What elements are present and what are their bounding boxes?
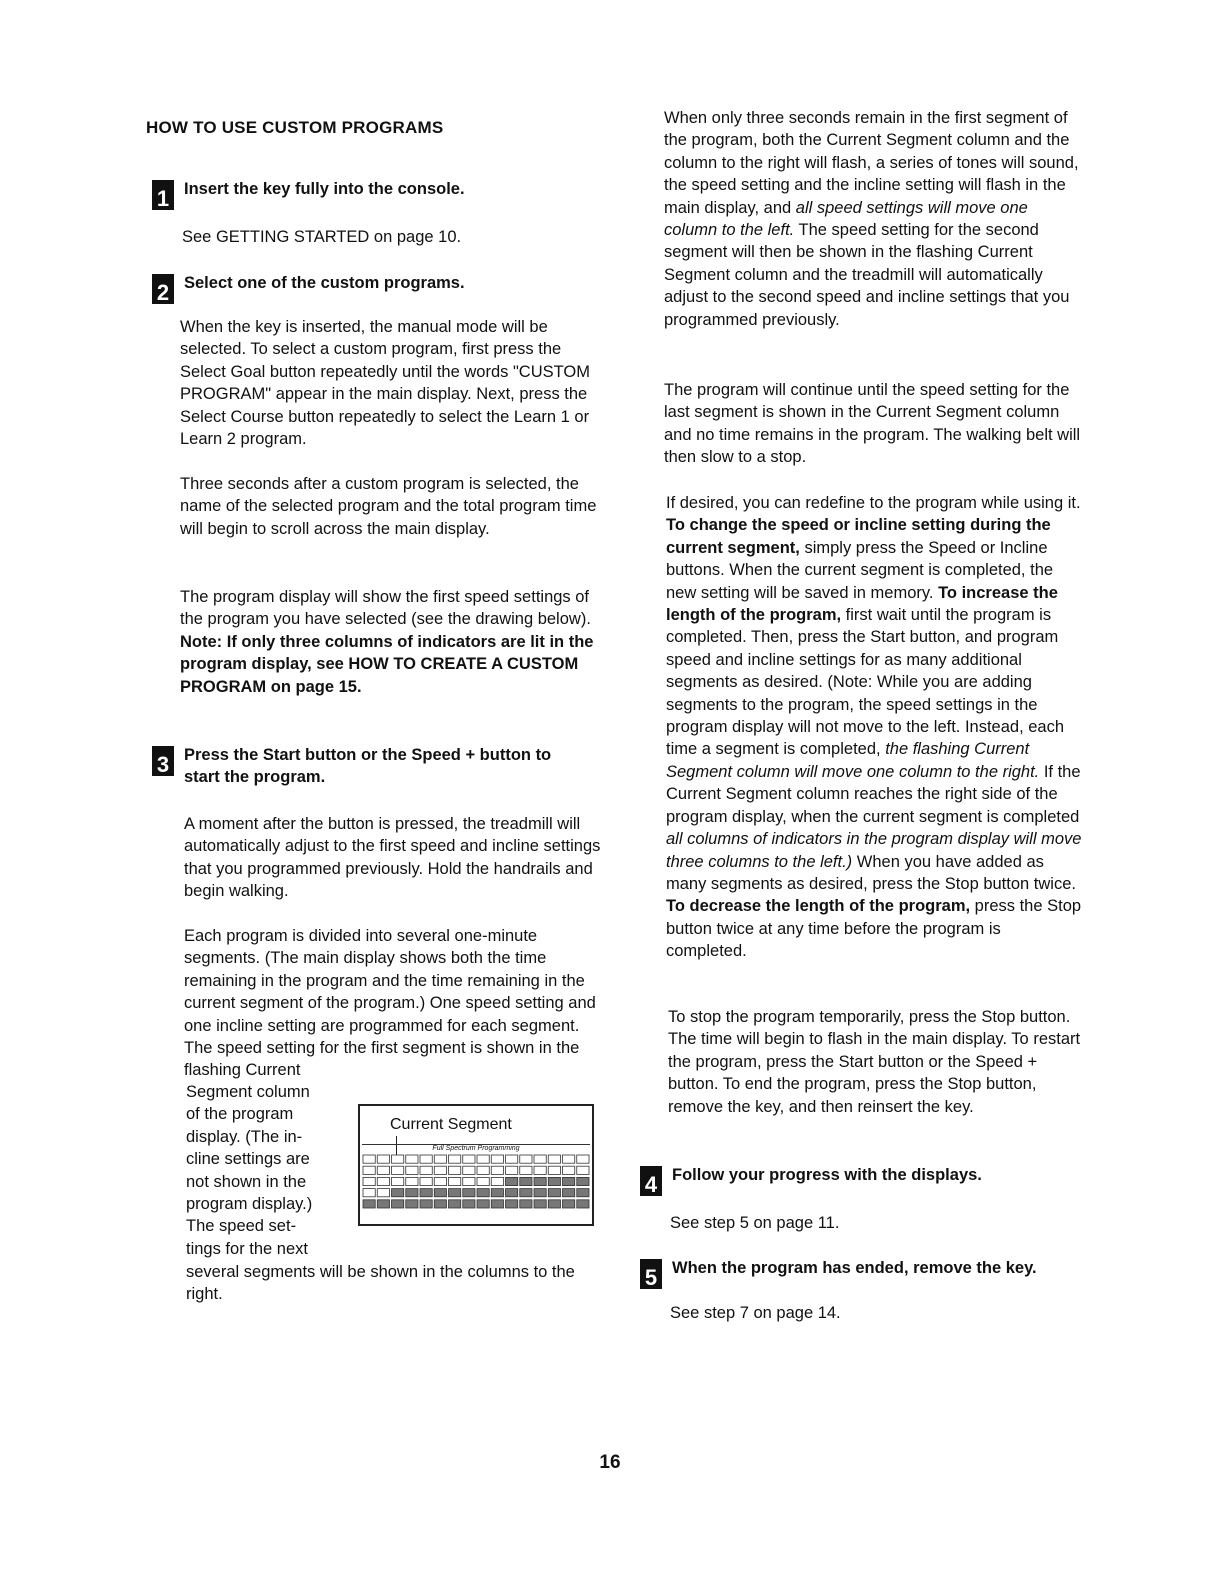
indicator-cell: [548, 1200, 560, 1208]
right-paragraph-2: The program will continue until the speed setting for the last segment is shown in the Current Segment column and no time remains in the program. The walking belt will then slow to a stop.: [664, 381, 1081, 467]
right-paragraph-4: To stop the program temporarily, press the Stop button. The time will begin to flash in the main display. To restart the program, press the Start button or the Speed + button. To end the program, press the Stop button, remove the key, and then reinsert the key.: [668, 1008, 1081, 1116]
indicator-cell: [491, 1166, 503, 1174]
indicator-cell: [491, 1177, 503, 1185]
indicator-cell: [563, 1189, 575, 1197]
step-3-heading: [152, 746, 551, 788]
figure-title: Current Segment: [390, 1116, 512, 1133]
indicator-cell: [434, 1200, 446, 1208]
step-1-heading: [152, 180, 465, 210]
indicator-cell: [534, 1177, 546, 1185]
text: simply press the Speed or Incline buttons. When the current segment is completed, the new setting will be saved in memory.: [666, 538, 1054, 602]
step-4-text: See step 5 on page 11.: [670, 1214, 840, 1232]
indicator-cell: [548, 1177, 560, 1185]
indicator-cell: [506, 1200, 518, 1208]
step-2-paragraph-3: [180, 586, 604, 698]
text: press the Stop button twice at any time before the program is completed.: [666, 897, 1082, 961]
step-number-badge: 3: [152, 746, 174, 776]
indicator-cell: [491, 1200, 503, 1208]
step-2-paragraph-1: When the key is inserted, the manual mode will be selected. To select a custom program, first press the Select Goal button repeatedly until the words "CUSTOM PROGRAM" appear in the main display. Next, press the Select Course button repeatedly to select the Learn 1 or Learn 2 program.: [180, 318, 591, 449]
step-title: When the program has ended, remove the key.: [672, 1259, 1037, 1277]
wrap-line: of the program: [186, 1105, 294, 1124]
indicator-cell: [377, 1189, 389, 1197]
indicator-cell: [506, 1177, 518, 1185]
indicator-cell: [563, 1177, 575, 1185]
indicator-cell: [520, 1200, 532, 1208]
indicator-cell: [548, 1155, 560, 1163]
indicator-cell: [392, 1200, 404, 1208]
step-5-heading: [640, 1259, 1037, 1289]
step-3-paragraph-2-end: several segments will be shown in the columns to the right.: [186, 1263, 575, 1304]
indicator-cell: [577, 1189, 589, 1197]
indicator-cell: [563, 1155, 575, 1163]
indicator-cell: [363, 1177, 375, 1185]
indicator-cell: [420, 1177, 432, 1185]
step-number-badge: 1: [152, 180, 174, 210]
indicator-cell: [563, 1166, 575, 1174]
indicator-cell: [506, 1189, 518, 1197]
text: When you have added as many segments as desired, press the Stop button twice.: [666, 852, 1076, 893]
wrap-line: display. (The in-: [186, 1127, 303, 1146]
step-1-text: See GETTING STARTED on page 10.: [182, 228, 462, 246]
indicator-cell: [392, 1177, 404, 1185]
indicator-cell: [392, 1189, 404, 1197]
indicator-cell: [363, 1200, 375, 1208]
indicator-cell: [463, 1166, 475, 1174]
step-title: [184, 744, 551, 788]
section-title: HOW TO USE CUSTOM PROGRAMS: [146, 118, 444, 137]
indicator-cell: [434, 1189, 446, 1197]
indicator-cell: [449, 1189, 461, 1197]
step-number-badge: 5: [640, 1259, 662, 1289]
text: first wait until the program is completed. Then, press the Start button, and program speed and incline settings for as many additional segments as desired. (Note: While you are adding segments to the program, the speed settings in the program display will not move to the left. Instead, each time a segment is completed,: [666, 606, 1065, 759]
indicator-cell: [463, 1200, 475, 1208]
bold-text: To increase the length of the program,: [666, 583, 1058, 625]
step-title: Follow your progress with the displays.: [672, 1166, 982, 1184]
indicator-cell: [577, 1177, 589, 1185]
indicator-cell: [420, 1166, 432, 1174]
indicator-cell: [577, 1155, 589, 1163]
indicator-cell: [377, 1166, 389, 1174]
indicator-cell: [449, 1200, 461, 1208]
indicator-cell: [520, 1166, 532, 1174]
wrap-line: Segment column: [186, 1083, 310, 1101]
wrap-line: not shown in the: [186, 1172, 307, 1191]
indicator-cell: [363, 1189, 375, 1197]
indicator-cell: [406, 1200, 418, 1208]
indicator-cell: [420, 1200, 432, 1208]
indicator-cell: [449, 1177, 461, 1185]
page-number: 16: [599, 1452, 621, 1473]
bold-text: To change the speed or incline setting during the current segment,: [666, 516, 1051, 557]
indicator-cell: [463, 1177, 475, 1185]
indicator-cell: [491, 1155, 503, 1163]
indicator-cell: [434, 1155, 446, 1163]
indicator-cell: [563, 1200, 575, 1208]
indicator-cell: [477, 1166, 489, 1174]
step-title: Insert the key fully into the console.: [184, 180, 465, 198]
indicator-cell: [534, 1189, 546, 1197]
wrap-line: tings for the next: [186, 1239, 308, 1258]
wrap-line: The speed set-: [186, 1217, 297, 1236]
right-paragraph-1: [664, 107, 1084, 331]
indicator-cell: [420, 1189, 432, 1197]
step-4-heading: [640, 1166, 982, 1196]
indicator-cell: [577, 1200, 589, 1208]
indicator-cell: [449, 1155, 461, 1163]
indicator-cell: [548, 1189, 560, 1197]
indicator-cell: [363, 1166, 375, 1174]
text: If the Current Segment column reaches the right side of the program display, when the current segment is completed: [666, 762, 1081, 826]
step-2-paragraph-3-text: The program display will show the first speed settings of the program you have selected (see the drawing below).: [180, 588, 591, 629]
step-number-badge: 2: [152, 274, 174, 304]
indicator-cell: [520, 1155, 532, 1163]
text: The speed setting for the second segment will then be shown in the flashing Current Segment column and the treadmill will automatically adjust to the second speed and incline settings that you programmed previously.: [664, 221, 1070, 329]
indicator-cell: [506, 1155, 518, 1163]
indicator-cell: [463, 1189, 475, 1197]
indicator-cell: [520, 1177, 532, 1185]
indicator-cell: [506, 1166, 518, 1174]
step-title: Select one of the custom programs.: [184, 274, 465, 292]
step-3-title-line-1: Press the Start button or the Speed + button to: [184, 746, 552, 764]
right-paragraph-3: [666, 492, 1086, 963]
indicator-grid: [362, 1154, 590, 1210]
indicator-cell: [477, 1189, 489, 1197]
indicator-cell: [449, 1166, 461, 1174]
indicator-cell: [434, 1177, 446, 1185]
indicator-cell: [477, 1155, 489, 1163]
indicator-cell: [434, 1166, 446, 1174]
indicator-cell: [477, 1177, 489, 1185]
step-3-paragraph-1: A moment after the button is pressed, the treadmill will automatically adjust to the first speed and incline settings that you programmed previously. Hold the handrails and begin walking.: [184, 815, 601, 901]
indicator-cell: [491, 1189, 503, 1197]
wrap-line: cline settings are: [186, 1150, 310, 1169]
figure-subtitle: Full Spectrum Programming: [362, 1144, 590, 1152]
indicator-cell: [534, 1166, 546, 1174]
indicator-cell: [377, 1200, 389, 1208]
program-display-illustration: [358, 1104, 594, 1226]
step-2-heading: [152, 274, 465, 304]
step-2-paragraph-2: Three seconds after a custom program is selected, the name of the selected program and the total program time will begin to scroll across the main display.: [180, 475, 597, 538]
indicator-cell: [463, 1155, 475, 1163]
indicator-cell: [406, 1189, 418, 1197]
bold-text: To decrease the length of the program,: [666, 897, 971, 916]
step-5-text: See step 7 on page 14.: [670, 1304, 841, 1322]
step-3-figure-wrap-text: [186, 1081, 356, 1260]
indicator-cell: [534, 1200, 546, 1208]
indicator-cell: [377, 1177, 389, 1185]
text: If desired, you can redefine to the program while using it.: [666, 494, 1081, 512]
indicator-cell: [520, 1189, 532, 1197]
wrap-line: program display.): [186, 1195, 313, 1214]
indicator-cell: [363, 1155, 375, 1163]
italic-text: all columns of indicators in the program display will move three columns to the left.): [666, 830, 1082, 871]
step-number-badge: 4: [640, 1166, 662, 1196]
indicator-cell: [406, 1155, 418, 1163]
indicator-cell: [534, 1155, 546, 1163]
indicator-cell: [377, 1155, 389, 1163]
italic-text: the flashing Current Segment column will move one column to the right.: [666, 740, 1040, 781]
step-3-paragraph-2: Each program is divided into several one-minute segments. (The main display shows both the time remaining in the program and the time remaining in the current segment of the program.) One speed setting and one incline setting are programmed for each segment. The speed setting for the first segment is shown in the flashing Current: [184, 927, 596, 1080]
text: When only three seconds remain in the first segment of the program, both the Current Segment column and the column to the right will flash, a series of tones will sound, the speed setting and the incline setting will flash in the main display, and: [664, 109, 1079, 217]
indicator-cell: [577, 1166, 589, 1174]
italic-text: all speed settings will move one column to the left.: [664, 198, 1028, 240]
indicator-cell: [548, 1166, 560, 1174]
indicator-cell: [420, 1155, 432, 1163]
indicator-cell: [392, 1155, 404, 1163]
indicator-cell: [406, 1166, 418, 1174]
step-3-title-line-2: start the program.: [184, 768, 326, 786]
step-2-note: Note: If only three columns of indicators are lit in the program display, see HOW TO CREATE A CUSTOM PROGRAM on page 15.: [180, 632, 594, 696]
indicator-cell: [392, 1166, 404, 1174]
indicator-cell: [477, 1200, 489, 1208]
indicator-cell: [406, 1177, 418, 1185]
